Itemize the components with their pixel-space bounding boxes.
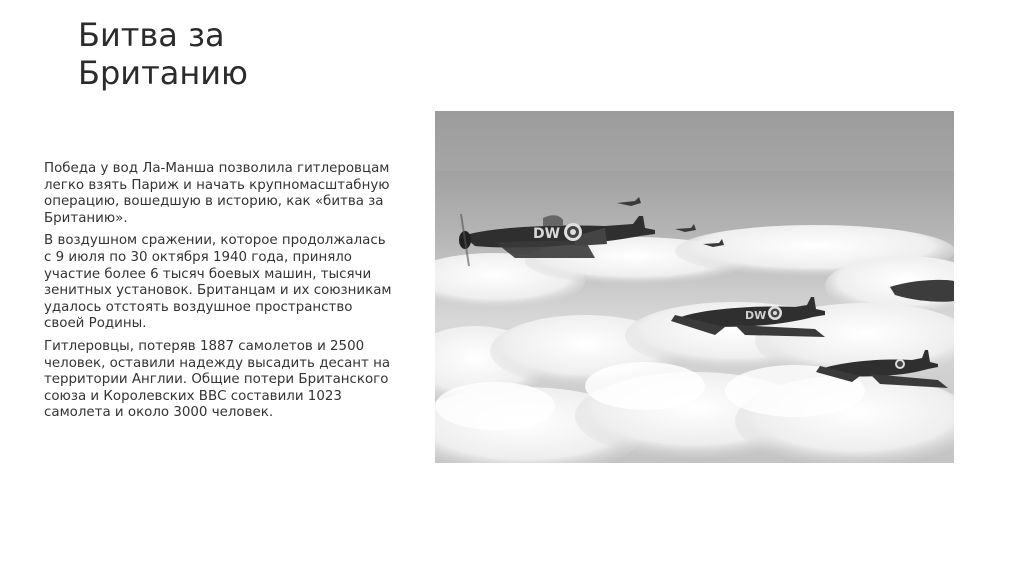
paragraph-3: Гитлеровцы, потеряв 1887 самолетов и 2500 человек, оставили надежду высадить десант на территории Англии. Общие потери Британского союза и Королевских ВВС составили 1023 самолета и около 3000 человек. xyxy=(44,338,391,421)
spitfire-formation-photo xyxy=(435,111,954,463)
title-line-2: Британию xyxy=(78,54,248,92)
paragraph-1: Победа у вод Ла-Манша позволила гитлеровцам легко взять Париж и начать крупномасштабную операцию, вошедшую в историю, как «битва за Британию». xyxy=(44,161,390,226)
paragraph-2: В воздушном сражении, которое продолжалась с 9 июля по 30 октября 1940 года, приняло участие более 6 тысяч боевых машин, тысячи зенитных установок. Британцам и их союзникам удалось отстоять воздушное пространство своей Родины. xyxy=(44,233,392,332)
clouds xyxy=(435,225,954,463)
plane-marking-lead: DW xyxy=(533,226,561,242)
body-text xyxy=(44,161,396,428)
plane-marking-middle: DW xyxy=(745,309,767,322)
title-line-1: Битва за xyxy=(78,16,225,54)
slide-title xyxy=(78,16,398,92)
photo-illustration xyxy=(435,111,954,463)
